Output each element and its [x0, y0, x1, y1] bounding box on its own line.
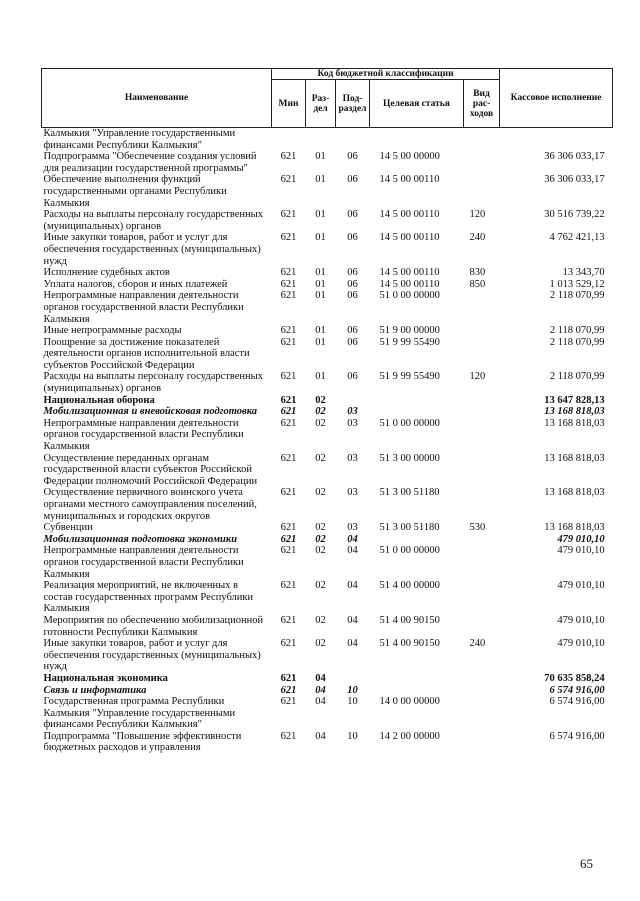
cell-target-article: 14 2 00 00000 — [379, 730, 440, 742]
cell-podrazdel: 04 — [347, 580, 358, 592]
cell-podrazdel: 06 — [347, 290, 358, 302]
cell-target-article: 14 5 00 00000 — [379, 151, 440, 163]
cell-min: 621 — [280, 452, 297, 464]
table-row — [42, 232, 613, 267]
header-target-article: Целевая статья — [370, 80, 464, 128]
cell-min: 621 — [280, 267, 297, 279]
table-row — [42, 638, 613, 673]
cell-min: 621 — [280, 638, 297, 650]
cell-podrazdel: 03 — [347, 487, 358, 499]
table-row — [42, 209, 613, 232]
cell-min: 621 — [280, 325, 297, 337]
cell-expense-type: 240 — [469, 232, 486, 244]
table-row — [42, 395, 613, 407]
cell-razdel: 02 — [315, 417, 326, 429]
cell-razdel — [306, 128, 336, 152]
cell-min: 621 — [280, 290, 297, 302]
cell-min: 621 — [280, 684, 297, 696]
cell-amount: 6 574 916,00 — [549, 684, 605, 696]
cell-amount: 36 306 033,17 — [544, 174, 605, 186]
cell-expense-type — [464, 580, 500, 615]
table-row — [42, 453, 613, 488]
cell-target-article: 14 5 00 00110 — [379, 278, 440, 290]
cell-expense-type — [464, 696, 500, 731]
cell-expense-type — [464, 406, 500, 418]
cell-podrazdel: 03 — [347, 522, 358, 534]
cell-razdel: 02 — [315, 614, 326, 626]
cell-expense-type — [464, 128, 500, 152]
cell-target-article — [370, 395, 464, 407]
cell-target-article: 51 0 00 00000 — [379, 417, 440, 429]
cell-podrazdel: 03 — [347, 417, 358, 429]
cell-razdel: 01 — [315, 371, 326, 383]
cell-podrazdel: 03 — [347, 406, 358, 418]
cell-razdel: 02 — [315, 545, 326, 557]
cell-name: Осуществление переданных органам государственной власти субъектов Российской Федерации полномочий Российской Федерации — [43, 452, 258, 487]
cell-razdel: 01 — [315, 336, 326, 348]
cell-amount: 479 010,10 — [557, 638, 605, 650]
cell-amount: 479 010,10 — [557, 533, 605, 545]
cell-min: 621 — [280, 371, 297, 383]
cell-target-article: 51 3 00 00000 — [379, 452, 440, 464]
cell-podrazdel: 06 — [347, 371, 358, 383]
cell-expense-type — [464, 545, 500, 580]
cell-name: Мероприятия по обеспечению мобилизационной готовности Республики Калмыкия — [43, 614, 264, 638]
cell-name: Обеспечение выполнения функций государственными органами Республики Калмыкия — [43, 174, 227, 209]
cell-name: Национальная оборона — [43, 394, 155, 406]
cell-target-article — [370, 673, 464, 685]
cell-amount: 479 010,10 — [557, 580, 605, 592]
cell-target-article: 14 5 00 00110 — [379, 209, 440, 221]
cell-amount: 13 168 818,03 — [544, 522, 605, 534]
table-row — [42, 371, 613, 394]
cell-razdel: 02 — [315, 533, 326, 545]
cell-expense-type — [464, 151, 500, 174]
cell-amount: 13 168 818,03 — [544, 452, 605, 464]
cell-min: 621 — [280, 174, 297, 186]
table-row — [42, 522, 613, 534]
cell-podrazdel: 06 — [347, 209, 358, 221]
page-number: 65 — [580, 856, 593, 871]
cell-razdel: 02 — [315, 638, 326, 650]
table-row — [42, 731, 613, 754]
cell-podrazdel: 04 — [347, 614, 358, 626]
cell-expense-type — [464, 395, 500, 407]
cell-podrazdel: 06 — [347, 278, 358, 290]
cell-min: 621 — [280, 580, 297, 592]
cell-podrazdel: 04 — [347, 545, 358, 557]
cell-razdel: 01 — [315, 290, 326, 302]
cell-podrazdel: 10 — [347, 696, 358, 708]
cell-name: Подпрограмма "Обеспечение создания условий для реализации государственной программы" — [43, 151, 257, 174]
cell-razdel: 02 — [315, 452, 326, 464]
cell-amount: 2 118 070,99 — [549, 336, 605, 348]
cell-target-article: 51 4 00 90150 — [379, 638, 440, 650]
cell-min: 621 — [280, 232, 297, 244]
cell-podrazdel: 06 — [347, 232, 358, 244]
cell-podrazdel: 04 — [347, 638, 358, 650]
cell-razdel: 01 — [315, 325, 326, 337]
table-row — [42, 534, 613, 546]
cell-name: Национальная экономика — [43, 672, 168, 684]
cell-expense-type — [464, 418, 500, 453]
cell-razdel: 01 — [315, 174, 326, 186]
cell-expense-type: 530 — [469, 522, 486, 534]
cell-razdel: 02 — [315, 487, 326, 499]
cell-amount — [500, 128, 613, 152]
table-row — [42, 673, 613, 685]
cell-target-article: 14 0 00 00000 — [379, 696, 440, 708]
cell-expense-type — [464, 325, 500, 337]
cell-razdel: 01 — [315, 209, 326, 221]
cell-podrazdel: 06 — [347, 174, 358, 186]
cell-amount: 13 647 828,13 — [544, 394, 605, 406]
cell-name: Исполнение судебных актов — [43, 267, 170, 279]
cell-podrazdel — [336, 395, 370, 407]
cell-razdel: 04 — [315, 696, 326, 708]
cell-target-article — [370, 128, 464, 152]
cell-amount: 6 574 916,00 — [549, 730, 605, 742]
cell-target-article: 14 5 00 00110 — [379, 174, 440, 186]
cell-amount: 2 118 070,99 — [549, 371, 605, 383]
cell-expense-type — [464, 337, 500, 372]
cell-amount: 13 168 818,03 — [544, 406, 605, 418]
cell-name: Иные закупки товаров, работ и услуг для обеспечения государственных (муниципальных) нужд — [43, 638, 261, 673]
cell-podrazdel: 06 — [347, 151, 358, 163]
table-row — [42, 545, 613, 580]
cell-min: 621 — [280, 336, 297, 348]
header-budget-classification: Код бюджетной классификации — [272, 69, 500, 80]
cell-min: 621 — [280, 278, 297, 290]
cell-name: Мобилизационная и вневойсковая подготовка — [43, 406, 258, 418]
cell-razdel: 01 — [315, 151, 326, 163]
cell-razdel: 02 — [315, 580, 326, 592]
header-cash-execution: Кассовое исполнение — [500, 69, 613, 128]
cell-name: Непрограммные направления деятельности органов государственной власти Республики Калмыкия — [43, 290, 244, 325]
cell-amount: 4 762 421,13 — [549, 232, 605, 244]
cell-expense-type — [464, 534, 500, 546]
cell-amount: 13 168 818,03 — [544, 487, 605, 499]
cell-expense-type: 120 — [469, 371, 486, 383]
cell-amount: 70 635 858,24 — [544, 672, 605, 684]
cell-name: Расходы на выплаты персоналу государственных (муниципальных) органов — [43, 209, 263, 232]
cell-expense-type: 830 — [469, 267, 486, 279]
table-row — [42, 128, 613, 152]
cell-min: 621 — [280, 417, 297, 429]
cell-podrazdel — [336, 673, 370, 685]
table-row — [42, 279, 613, 291]
table-row — [42, 151, 613, 174]
cell-amount: 2 118 070,99 — [549, 325, 605, 337]
cell-min: 621 — [280, 151, 297, 163]
cell-podrazdel: 03 — [347, 452, 358, 464]
table-row — [42, 580, 613, 615]
cell-name: Реализация мероприятий, не включенных в состав государственных программ Республики Калмыкия — [43, 580, 254, 615]
cell-min: 621 — [280, 487, 297, 499]
cell-amount: 6 574 916,00 — [549, 696, 605, 708]
table-header — [42, 69, 613, 128]
cell-name: Непрограммные направления деятельности органов государственной власти Республики Калмыкия — [43, 545, 244, 580]
table-row — [42, 696, 613, 731]
cell-min: 621 — [280, 209, 297, 221]
budget-table — [41, 68, 613, 754]
cell-min: 621 — [280, 696, 297, 708]
cell-name: Связь и информатика — [43, 684, 147, 696]
cell-expense-type — [464, 685, 500, 697]
cell-expense-type: 240 — [469, 638, 486, 650]
cell-expense-type — [464, 731, 500, 754]
cell-amount: 479 010,10 — [557, 614, 605, 626]
cell-target-article: 51 4 00 90150 — [379, 614, 440, 626]
cell-expense-type — [464, 453, 500, 488]
cell-target-article: 51 3 00 51180 — [379, 487, 440, 499]
table-row — [42, 487, 613, 522]
document-page — [41, 68, 612, 754]
cell-podrazdel: 06 — [347, 267, 358, 279]
cell-target-article: 51 9 99 55490 — [379, 371, 440, 383]
header-min: Мин — [272, 80, 306, 128]
cell-target-article — [370, 406, 464, 418]
cell-target-article — [370, 685, 464, 697]
cell-razdel: 02 — [315, 522, 326, 534]
cell-expense-type — [464, 174, 500, 209]
table-row — [42, 418, 613, 453]
cell-name: Государственная программа Республики Калмыкия "Управление государственными финансами Республики Калмыкия" — [43, 696, 236, 731]
cell-podrazdel: 04 — [347, 533, 358, 545]
table-row — [42, 290, 613, 325]
table-row — [42, 267, 613, 279]
cell-razdel: 02 — [315, 406, 326, 418]
cell-min: 621 — [280, 522, 297, 534]
cell-name: Подпрограмма "Повышение эффективности бюджетных расходов и управления — [43, 730, 242, 754]
cell-amount: 36 306 033,17 — [544, 151, 605, 163]
cell-target-article: 51 9 99 55490 — [379, 336, 440, 348]
table-row — [42, 325, 613, 337]
cell-podrazdel: 10 — [347, 730, 358, 742]
cell-target-article: 14 5 00 00110 — [379, 267, 440, 279]
cell-name: Калмыкия "Управление государственными финансами Республики Калмыкия" — [43, 128, 236, 151]
cell-target-article — [370, 534, 464, 546]
cell-razdel: 01 — [315, 232, 326, 244]
cell-razdel: 04 — [315, 672, 326, 684]
table-row — [42, 406, 613, 418]
cell-min: 621 — [280, 672, 297, 684]
cell-min: 621 — [280, 394, 297, 406]
cell-amount: 30 516 739,22 — [544, 209, 605, 221]
table-row — [42, 615, 613, 638]
cell-amount: 1 013 529,12 — [549, 278, 605, 290]
cell-expense-type — [464, 290, 500, 325]
cell-name: Иные закупки товаров, работ и услуг для обеспечения государственных (муниципальных) нужд — [43, 232, 261, 267]
cell-expense-type — [464, 673, 500, 685]
cell-name: Поощрение за достижение показателей деятельности органов исполнительной власти субъектов Российской Федерации — [43, 336, 250, 371]
cell-min: 621 — [280, 533, 297, 545]
cell-amount: 13 343,70 — [562, 267, 605, 279]
cell-min: 621 — [280, 545, 297, 557]
header-podrazdel: Под-раздел — [336, 80, 370, 128]
cell-podrazdel: 06 — [347, 336, 358, 348]
cell-razdel: 01 — [315, 278, 326, 290]
cell-name: Мобилизационная подготовка экономики — [43, 533, 238, 545]
table-row — [42, 685, 613, 697]
cell-min: 621 — [280, 406, 297, 418]
cell-target-article: 51 0 00 00000 — [379, 290, 440, 302]
cell-target-article: 51 0 00 00000 — [379, 545, 440, 557]
cell-name: Субвенции — [43, 522, 93, 534]
cell-amount: 13 168 818,03 — [544, 417, 605, 429]
cell-amount: 2 118 070,99 — [549, 290, 605, 302]
cell-razdel: 04 — [315, 684, 326, 696]
cell-name: Иные непрограммные расходы — [43, 325, 182, 337]
cell-min: 621 — [280, 614, 297, 626]
cell-name: Осуществление первичного воинского учета органами местного самоуправления поселений, муниципальных и городских округов — [43, 487, 257, 522]
header-name: Наименование — [42, 69, 272, 128]
cell-name: Расходы на выплаты персоналу государственных (муниципальных) органов — [43, 371, 263, 395]
cell-target-article: 51 4 00 00000 — [379, 580, 440, 592]
cell-expense-type: 850 — [469, 278, 486, 290]
cell-podrazdel: 06 — [347, 325, 358, 337]
cell-target-article: 14 5 00 00110 — [379, 232, 440, 244]
header-razdel: Раз-дел — [306, 80, 336, 128]
cell-podrazdel: 10 — [347, 684, 358, 696]
cell-expense-type — [464, 615, 500, 638]
table-body — [42, 128, 613, 755]
cell-amount: 479 010,10 — [557, 545, 605, 557]
cell-target-article: 51 3 00 51180 — [379, 522, 440, 534]
cell-expense-type — [464, 487, 500, 522]
table-row — [42, 174, 613, 209]
header-expense-type: Вид рас-ходов — [464, 80, 500, 128]
cell-target-article: 51 9 00 00000 — [379, 325, 440, 337]
table-row — [42, 337, 613, 372]
cell-podrazdel — [336, 128, 370, 152]
cell-expense-type: 120 — [469, 209, 486, 221]
cell-name: Уплата налогов, сборов и иных платежей — [43, 278, 228, 290]
cell-min: 621 — [280, 730, 297, 742]
cell-min — [272, 128, 306, 152]
cell-razdel: 04 — [315, 730, 326, 742]
cell-name: Непрограммные направления деятельности органов государственной власти Республики Калмыкия — [43, 417, 244, 453]
cell-razdel: 01 — [315, 267, 326, 279]
cell-razdel: 02 — [315, 394, 326, 406]
